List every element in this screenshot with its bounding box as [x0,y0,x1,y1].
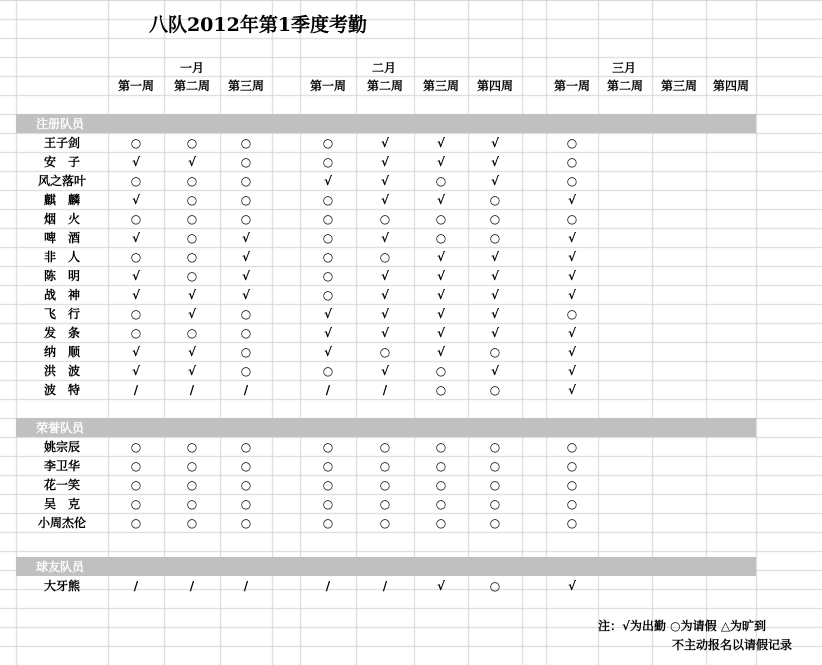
attendance-mark: √ [131,268,140,283]
attendance-mark: ○ [240,192,252,207]
attendance-mark: ○ [322,135,334,150]
member-name: 王子剑 [43,136,80,150]
attendance-mark: √ [567,192,576,207]
attendance-mark: ○ [435,363,447,378]
attendance-mark: √ [187,344,196,359]
attendance-mark: ○ [435,496,447,511]
attendance-mark: ○ [566,515,578,530]
week-header: 第一周 [117,79,154,93]
attendance-mark: ○ [130,249,142,264]
attendance-mark: √ [241,287,250,302]
attendance-mark: √ [187,363,196,378]
member-name: 非 人 [43,250,80,264]
attendance-mark: ○ [322,458,334,473]
attendance-mark: ○ [489,439,501,454]
attendance-mark: ○ [240,496,252,511]
attendance-mark: √ [380,325,389,340]
attendance-mark: √ [131,363,140,378]
attendance-mark: ○ [489,344,501,359]
attendance-mark: √ [131,344,140,359]
attendance-mark: ○ [379,249,391,264]
member-name: 麒 麟 [43,193,80,207]
attendance-mark: ○ [240,439,252,454]
attendance-mark: ○ [322,268,334,283]
attendance-mark: √ [380,287,389,302]
month-mar: 三月 [611,61,636,75]
attendance-mark: ○ [130,325,142,340]
attendance-mark: √ [436,578,445,593]
week-header: 第三周 [422,79,459,93]
member-name: 李卫华 [43,459,80,473]
attendance-mark: ○ [379,439,391,454]
attendance-mark: ○ [566,135,578,150]
sheet-title: 八队2012年第1季度考勤 [148,13,368,36]
member-name: 小周杰伦 [37,516,86,530]
attendance-mark: √ [567,382,576,397]
attendance-mark: ○ [130,458,142,473]
attendance-mark: √ [380,230,389,245]
attendance-mark: √ [436,192,445,207]
week-header: 第二周 [606,79,643,93]
section-label-friends: 球友队员 [36,560,85,574]
attendance-mark: ○ [435,477,447,492]
section-band-honorary [16,418,756,437]
attendance-mark: ○ [322,439,334,454]
attendance-mark: ○ [240,344,252,359]
attendance-mark: / [325,382,331,397]
attendance-mark: ○ [489,477,501,492]
attendance-mark: ○ [489,458,501,473]
attendance-mark: √ [436,287,445,302]
section-label-honorary: 荣誉队员 [36,421,85,435]
attendance-mark: ○ [379,496,391,511]
attendance-mark: √ [567,287,576,302]
attendance-mark: √ [131,192,140,207]
attendance-mark: ○ [566,211,578,226]
attendance-mark: √ [131,287,140,302]
attendance-mark: √ [436,344,445,359]
attendance-mark: ○ [322,249,334,264]
attendance-mark: / [133,578,139,593]
attendance-mark: ○ [322,515,334,530]
attendance-mark: ○ [130,211,142,226]
attendance-mark: ○ [322,192,334,207]
attendance-mark: ○ [130,306,142,321]
attendance-mark: ○ [186,268,198,283]
attendance-mark: √ [567,268,576,283]
attendance-mark: ○ [379,515,391,530]
attendance-mark: ○ [379,344,391,359]
member-name: 安 子 [43,155,80,169]
attendance-mark: ○ [566,306,578,321]
attendance-mark: ○ [186,439,198,454]
week-header: 第一周 [553,79,590,93]
week-header: 第二周 [366,79,403,93]
attendance-mark: ○ [322,154,334,169]
attendance-mark: √ [436,154,445,169]
attendance-mark: / [243,578,249,593]
attendance-mark: ○ [379,477,391,492]
attendance-mark: ○ [240,363,252,378]
attendance-mark: √ [323,173,332,188]
attendance-mark: ○ [186,173,198,188]
attendance-mark: ○ [240,306,252,321]
attendance-mark: √ [241,268,250,283]
member-name: 战 神 [43,288,80,302]
attendance-mark: √ [380,306,389,321]
attendance-mark: ○ [566,154,578,169]
attendance-mark: ○ [130,439,142,454]
attendance-mark: √ [490,249,499,264]
attendance-mark: / [382,578,388,593]
week-header: 第三周 [660,79,697,93]
attendance-mark: √ [567,363,576,378]
attendance-mark: √ [436,306,445,321]
attendance-mark: ○ [240,173,252,188]
attendance-mark: √ [380,192,389,207]
member-name: 风之落叶 [37,174,86,188]
attendance-mark: ○ [322,363,334,378]
attendance-mark: ○ [186,458,198,473]
attendance-mark: ○ [240,458,252,473]
attendance-mark: / [189,382,195,397]
attendance-mark: / [243,382,249,397]
attendance-mark: √ [490,268,499,283]
member-name: 花一笑 [43,478,80,492]
attendance-mark: ○ [566,439,578,454]
member-name: 发 条 [43,326,80,340]
attendance-mark: ○ [379,458,391,473]
member-name: 啤 酒 [43,231,80,245]
attendance-mark: ○ [186,249,198,264]
attendance-mark: √ [490,363,499,378]
attendance-mark: √ [436,135,445,150]
attendance-mark: ○ [435,439,447,454]
attendance-mark: √ [380,135,389,150]
attendance-mark: ○ [186,496,198,511]
attendance-mark: √ [323,325,332,340]
attendance-mark: ○ [566,477,578,492]
attendance-mark: ○ [489,192,501,207]
section-band-registered [16,114,756,133]
attendance-mark: ○ [322,230,334,245]
attendance-mark: ○ [130,515,142,530]
attendance-mark: √ [187,306,196,321]
member-name: 洪 波 [43,364,80,378]
attendance-mark: ○ [186,515,198,530]
attendance-mark: ○ [240,477,252,492]
week-header: 第四周 [712,79,749,93]
attendance-mark: √ [323,306,332,321]
attendance-mark: ○ [435,230,447,245]
attendance-mark: ○ [566,458,578,473]
attendance-mark: ○ [186,230,198,245]
attendance-mark: ○ [489,211,501,226]
attendance-mark: ○ [240,211,252,226]
attendance-mark: ○ [186,325,198,340]
attendance-mark: ○ [435,458,447,473]
member-name: 波 特 [43,383,80,397]
attendance-mark: / [189,578,195,593]
member-name: 烟 火 [43,212,80,226]
attendance-mark: √ [241,230,250,245]
attendance-mark: ○ [566,496,578,511]
attendance-mark: ○ [489,578,501,593]
attendance-mark: ○ [489,382,501,397]
attendance-mark: ○ [130,477,142,492]
attendance-mark: √ [131,154,140,169]
legend-note-2: 不主动报名以请假记录 [672,638,793,652]
attendance-mark: √ [380,154,389,169]
attendance-mark: ○ [489,496,501,511]
attendance-mark: √ [490,173,499,188]
attendance-mark: ○ [489,515,501,530]
attendance-mark: √ [567,249,576,264]
attendance-mark: √ [131,230,140,245]
attendance-mark: / [325,578,331,593]
attendance-mark: ○ [130,496,142,511]
attendance-mark: ○ [130,173,142,188]
attendance-mark: √ [436,325,445,340]
attendance-mark: ○ [186,192,198,207]
member-name: 飞 行 [43,307,80,321]
legend-note: 注：√为出勤 ○为请假 △为旷到 [598,619,767,633]
member-name: 大牙熊 [43,579,80,593]
attendance-mark: √ [380,173,389,188]
attendance-mark: ○ [186,135,198,150]
attendance-mark: ○ [379,211,391,226]
attendance-mark: √ [241,249,250,264]
attendance-mark: ○ [322,496,334,511]
attendance-mark: √ [567,578,576,593]
attendance-mark: ○ [435,382,447,397]
attendance-mark: √ [567,325,576,340]
attendance-mark: ○ [240,135,252,150]
week-header: 第一周 [309,79,346,93]
attendance-mark: ○ [435,173,447,188]
attendance-mark: ○ [240,325,252,340]
week-header: 第三周 [227,79,264,93]
attendance-mark: √ [380,363,389,378]
section-band-friends [16,557,756,576]
member-name: 陈 明 [43,269,80,283]
attendance-mark: √ [187,287,196,302]
attendance-mark: ○ [489,230,501,245]
attendance-mark: √ [490,135,499,150]
attendance-mark: √ [323,344,332,359]
attendance-mark: √ [490,287,499,302]
attendance-mark: √ [490,325,499,340]
month-jan: 一月 [179,61,204,75]
attendance-mark: ○ [240,154,252,169]
attendance-mark: ○ [186,477,198,492]
attendance-mark: √ [380,268,389,283]
attendance-mark: ○ [130,135,142,150]
member-name: 纳 顺 [43,345,80,359]
member-name: 吴 克 [43,497,80,511]
month-feb: 二月 [371,61,396,75]
attendance-mark: / [382,382,388,397]
attendance-mark: √ [567,344,576,359]
attendance-mark: ○ [186,211,198,226]
week-header: 第四周 [476,79,513,93]
section-label-registered: 注册队员 [36,117,85,131]
attendance-mark: / [133,382,139,397]
attendance-mark: ○ [240,515,252,530]
attendance-mark: √ [490,306,499,321]
attendance-mark: ○ [566,173,578,188]
attendance-mark: ○ [435,211,447,226]
attendance-mark: √ [187,154,196,169]
attendance-mark: √ [436,268,445,283]
attendance-mark: √ [490,154,499,169]
attendance-mark: ○ [322,477,334,492]
attendance-mark: √ [436,249,445,264]
attendance-mark: √ [567,230,576,245]
attendance-mark: ○ [322,287,334,302]
member-name: 姚宗辰 [43,440,80,454]
week-header: 第二周 [173,79,210,93]
attendance-mark: ○ [435,515,447,530]
attendance-mark: ○ [322,211,334,226]
